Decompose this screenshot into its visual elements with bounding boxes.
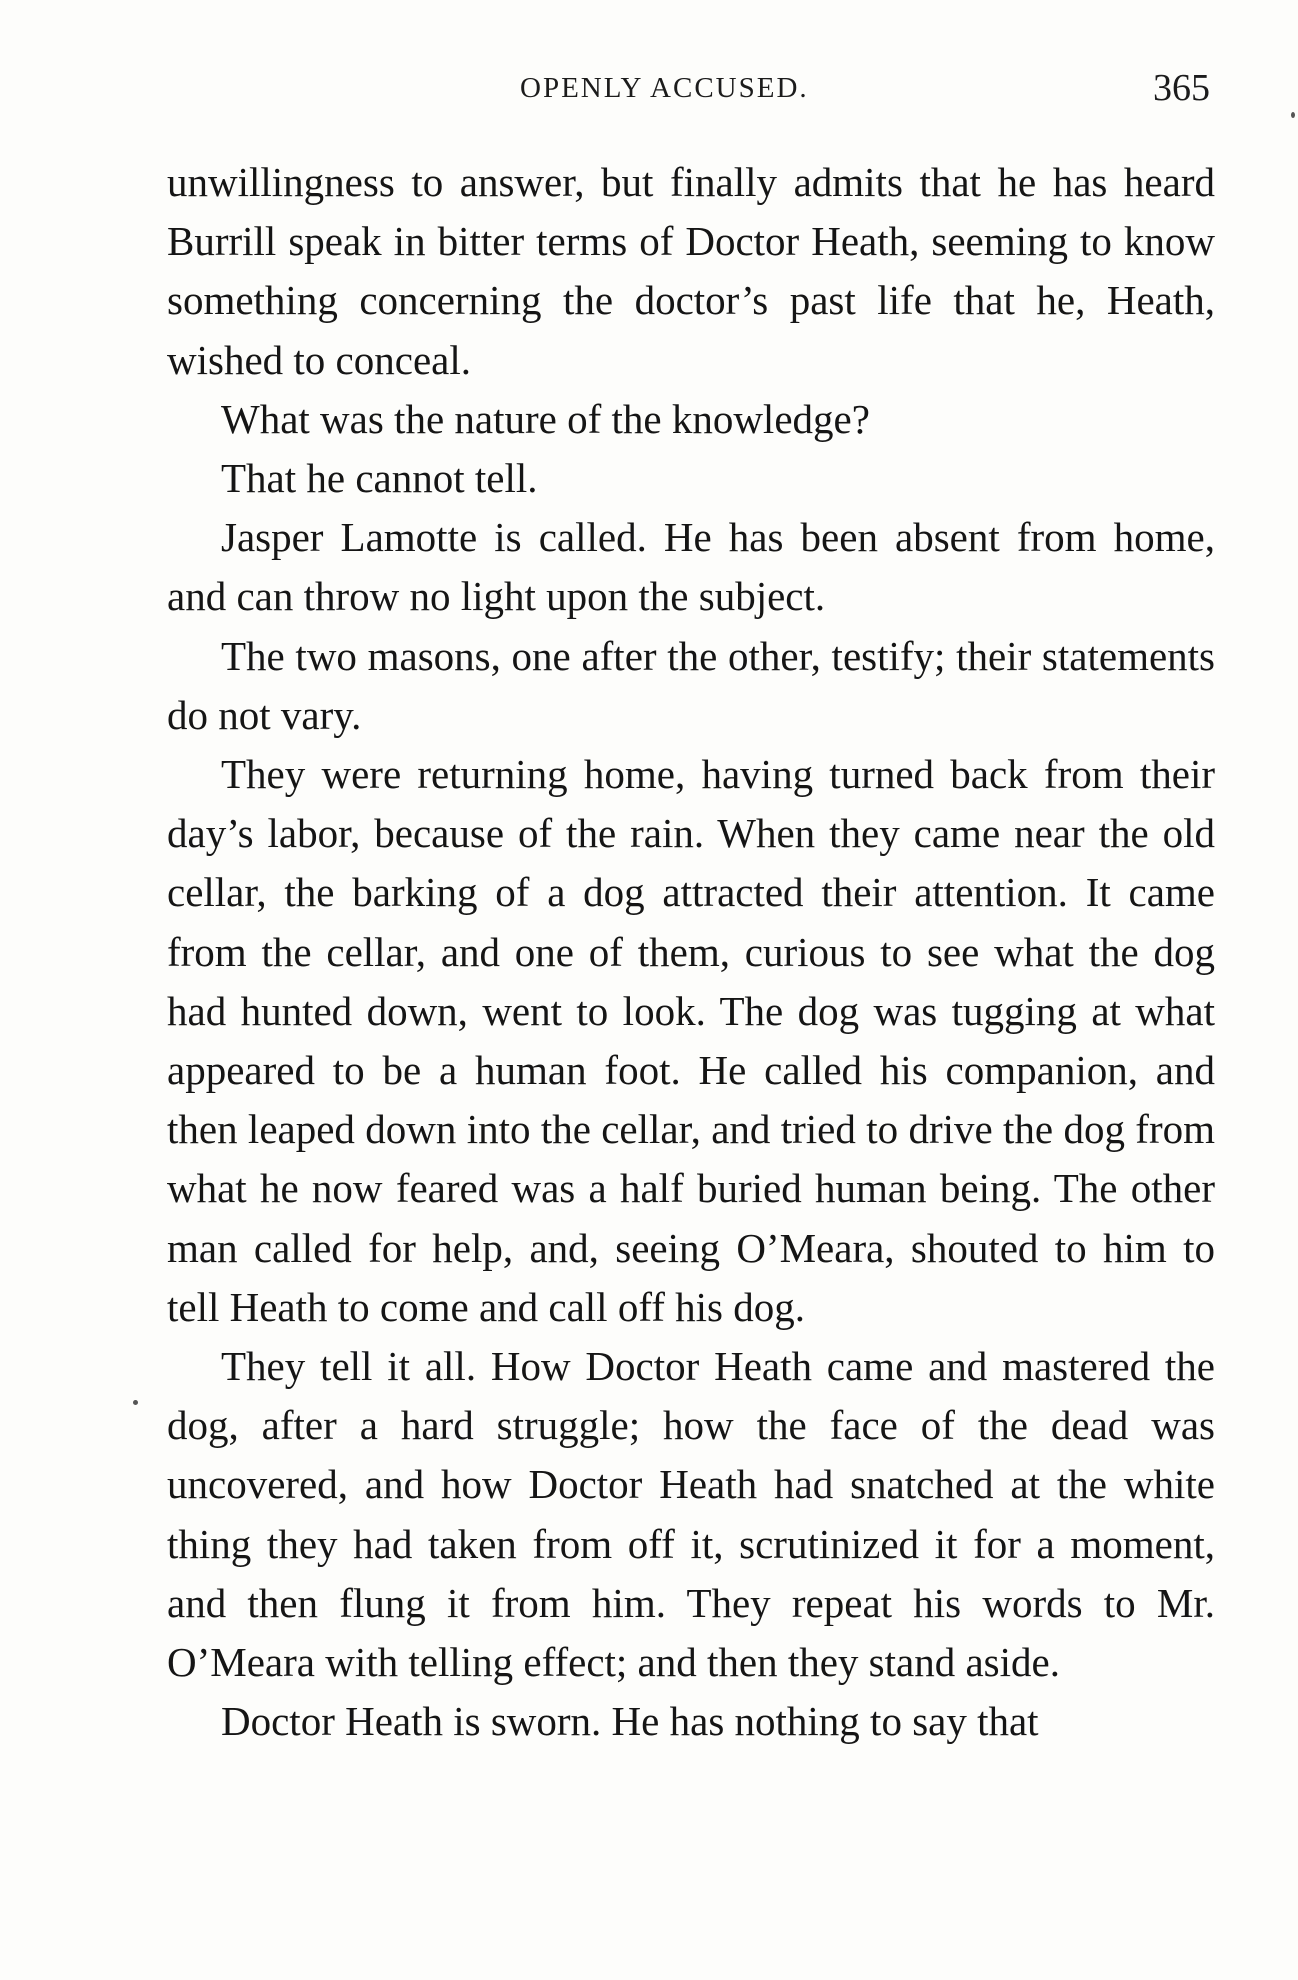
paragraph: They were returning home, having turned back from their day’s labor, because of the rain. When they came near the old cellar, the barking of a dog attracted their attention. It came from the cellar, and one of them, curious to see what the dog had hunted down, went to look. The dog was tugging at what appeared to be a human foot. He called his companion, and then leaped down into the cellar, and tried to drive the dog from what he now feared was a half buried human being. The other man called for help, and, seeing O’Meara, shouted to him to tell Heath to come and call off his dog.: [167, 751, 1215, 1330]
print-speck-mark: [133, 1400, 138, 1405]
paragraph: That he cannot tell.: [221, 455, 538, 502]
running-head: [0, 66, 1298, 116]
chapter-title: OPENLY ACCUSED.: [520, 72, 809, 104]
paragraph: They tell it all. How Doctor Heath came and mastered the dog, after a hard struggle; how the face of the dead was uncovered, and how Doctor Heath had snatched at the white thing they had taken from off it, scrutinized it for a moment, and then flung it from him. They repeat his words to Mr. O’Meara with telling effect; and then they stand aside.: [167, 1343, 1215, 1686]
paragraph: The two masons, one after the other, testify; their statements do not vary.: [167, 632, 1215, 738]
body-text: [167, 153, 1215, 1751]
paragraph: Jasper Lamotte is called. He has been absent from home, and can throw no light upon the subject.: [167, 514, 1215, 620]
paragraph: unwillingness to answer, but finally admits that he has heard Burrill speak in bitter terms of Doctor Heath, seeming to know something concerning the doctor’s past life that he, Heath, wished to conceal.: [167, 159, 1215, 383]
page-number: 365: [1153, 67, 1210, 109]
print-speck-mark: [1291, 112, 1295, 118]
paragraph: Doctor Heath is sworn. He has nothing to say that: [221, 1698, 1039, 1745]
paragraph: What was the nature of the knowledge?: [221, 395, 870, 442]
